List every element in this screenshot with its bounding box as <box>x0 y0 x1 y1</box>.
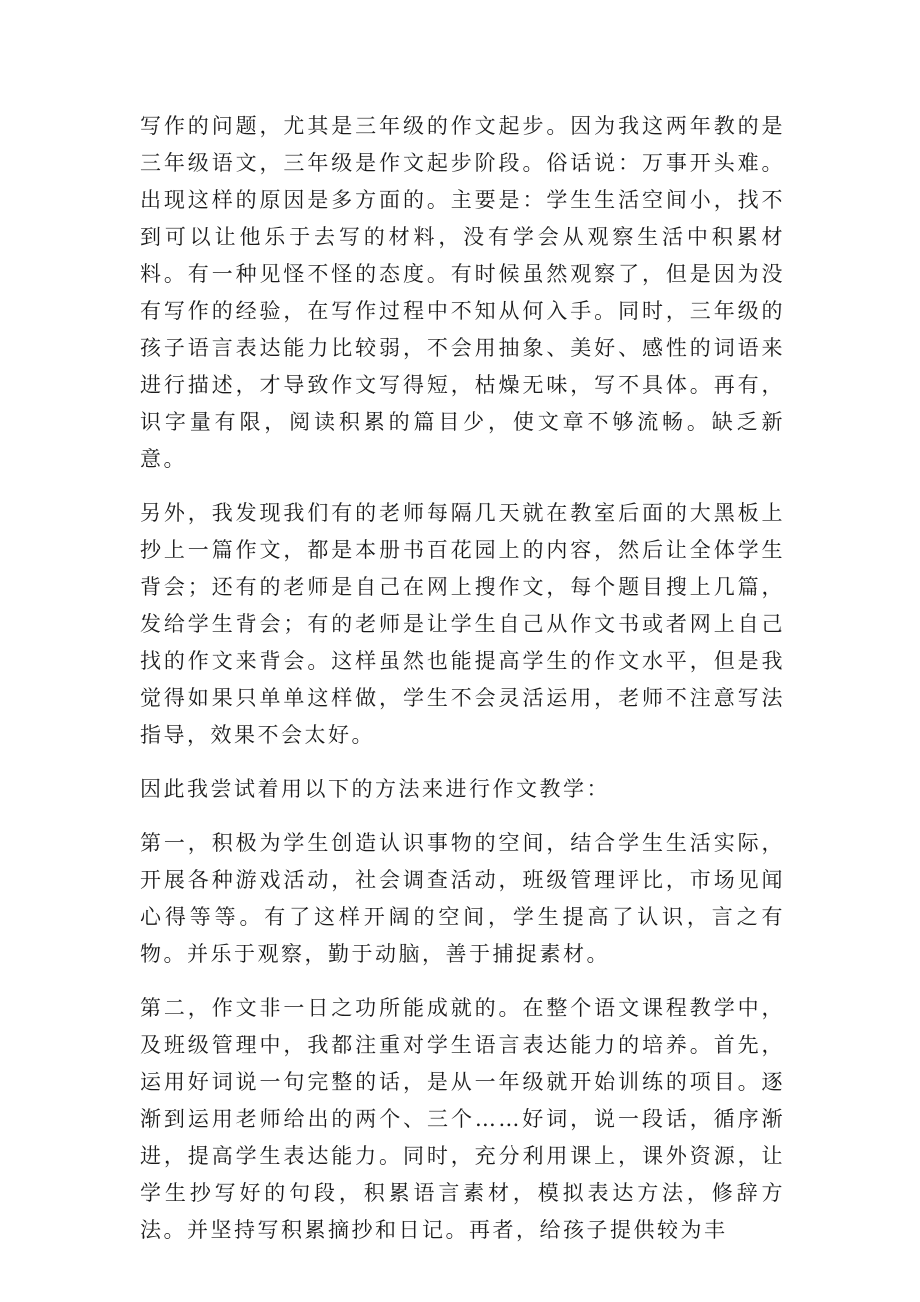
paragraph-method-intro: 因此我尝试着用以下的方法来进行作文教学： <box>140 777 610 801</box>
paragraph-method-second: 第二，作文非一日之功所能成就的。在整个语文课程教学中，及班级管理中，我都注重对学生语言表达能力的培养。首先，运用好词说一句完整的话，是从一年级就开始训练的项目。逐渐到运用老师给出的两个、三个……好词，说一段话，循序渐进，提高学生表达能力。同时，充分利用课上，课外资源，让学生抄写好的句段，积累语言素材，模拟表达方法，修辞方法。并坚持写积累摘抄和日记。再者，给孩子提供较为丰 <box>140 996 785 1242</box>
paragraph-writing-problems: 写作的问题，尤其是三年级的作文起步。因为我这两年教的是三年级语文，三年级是作文起步阶段。俗话说：万事开头难。出现这样的原因是多方面的。主要是：学生生活空间小，找不到可以让他乐于去写的材料，没有学会从观察生活中积累材料。有一种见怪不怪的态度。有时候虽然观察了，但是因为没有写作的经验，在写作过程中不知从何入手。同时，三年级的孩子语言表达能力比较弱，不会用抽象、美好、感性的词语来进行描述，才导致作文写得短，枯燥无味，写不具体。再有，识字量有限，阅读积累的篇目少，使文章不够流畅。缺乏新意。 <box>140 114 785 471</box>
document-page <box>140 108 785 1266</box>
paragraph-method-first: 第一，积极为学生创造认识事物的空间，结合学生生活实际，开展各种游戏活动，社会调查活动，班级管理评比，市场见闻心得等等。有了这样开阔的空间，学生提高了认识，言之有物。并乐于观察，勤于动脑，善于捕捉素材。 <box>140 831 785 966</box>
paragraph-teacher-observation: 另外，我发现我们有的老师每隔几天就在教室后面的大黑板上抄上一篇作文，都是本册书百花园上的内容，然后让全体学生背会；还有的老师是自己在网上搜作文，每个题目搜上几篇，发给学生背会；有的老师是让学生自己从作文书或者网上自己找的作文来背会。这样虽然也能提高学生的作文水平，但是我觉得如果只单单这样做，学生不会灵活运用，老师不注意写法指导，效果不会太好。 <box>140 501 785 747</box>
